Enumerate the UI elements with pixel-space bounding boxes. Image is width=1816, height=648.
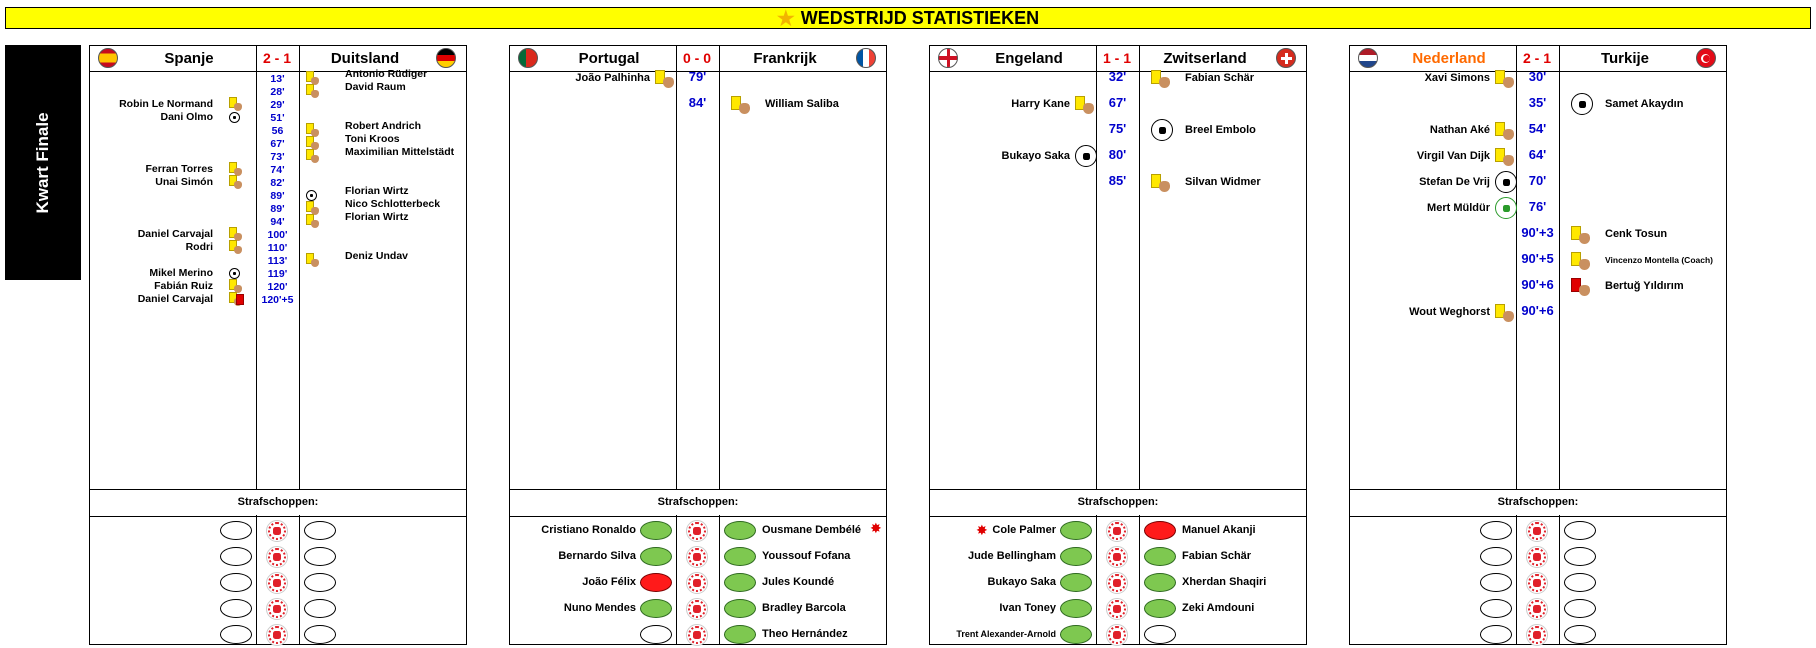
penalties-header: Strafschoppen:: [930, 489, 1306, 517]
flag-france-icon: [856, 48, 876, 68]
away-penalty-result: [304, 599, 336, 618]
away-penalty-result: [724, 547, 756, 566]
event-minute: 54': [1528, 121, 1547, 136]
away-penalty-result: [1564, 625, 1596, 644]
penalty-ball-icon: [266, 572, 288, 594]
home-penalty-result: [1060, 573, 1092, 592]
flag-portugal-icon: [518, 48, 538, 68]
flag-germany-icon: [436, 48, 456, 68]
penalties-header: Strafschoppen:: [1350, 489, 1726, 517]
penalty-ball-icon: [1106, 598, 1128, 620]
home-event-player: Robin Le Normand: [119, 98, 213, 110]
red-card-icon: [236, 294, 244, 305]
away-penalty-result: [724, 521, 756, 540]
home-penalty-taker: Bernardo Silva: [558, 550, 636, 562]
away-penalty-result: [304, 625, 336, 644]
event-minute: 90'+3: [1521, 225, 1554, 240]
away-event-player: Antonio Rüdiger: [345, 68, 428, 80]
home-event-player: Nathan Aké: [1429, 124, 1490, 136]
home-event-player: Stefan De Vrij: [1419, 176, 1490, 188]
away-penalty-taker: Theo Hernández: [762, 628, 848, 640]
penalty-ball-icon: [1526, 624, 1548, 646]
away-event-player: William Saliba: [765, 98, 839, 110]
away-team-name: Turkije: [1600, 50, 1650, 67]
home-event-player: Dani Olmo: [160, 111, 213, 123]
flag-switzerland-icon: [1276, 48, 1296, 68]
away-event-player: Robert Andrich: [345, 120, 422, 132]
event-minute: 82': [270, 177, 285, 189]
column-divider: [1096, 46, 1097, 489]
flag-spain-icon: [98, 48, 118, 68]
away-penalty-result: [304, 547, 336, 566]
home-penalty-taker: Bukayo Saka: [987, 576, 1056, 588]
home-penalty-taker: Ivan Toney: [999, 602, 1056, 614]
penalties-header: Strafschoppen:: [510, 489, 886, 517]
hand-icon: [234, 181, 242, 189]
home-team-name: Nederland: [1412, 50, 1486, 67]
column-divider: [676, 46, 677, 489]
home-event-player: Virgil Van Dijk: [1416, 150, 1490, 162]
column-divider: [1559, 515, 1560, 645]
home-penalty-taker: Nuno Mendes: [563, 602, 636, 614]
event-minute: 89': [270, 203, 285, 215]
burst-icon: ✸: [976, 522, 988, 538]
goal-ball-icon: [306, 190, 317, 201]
match-score: 2 - 1: [262, 50, 291, 66]
event-minute: 100': [267, 229, 288, 241]
home-penalty-taker: Trent Alexander-Arnold: [956, 629, 1056, 639]
hand-icon: [1503, 129, 1514, 140]
home-event-player: Unai Simón: [155, 176, 213, 188]
home-penalty-result: [220, 625, 252, 644]
flag-england-icon: [938, 48, 958, 68]
event-minute: 29': [270, 99, 285, 111]
match-panel: [509, 45, 887, 645]
penalty-ball-icon: [1526, 546, 1548, 568]
goal-ball-icon: [229, 268, 240, 279]
away-event-player: Bertuğ Yıldırım: [1605, 280, 1684, 292]
match-score: 1 - 1: [1102, 50, 1131, 66]
away-penalty-result: [724, 625, 756, 644]
column-divider: [299, 46, 300, 489]
away-penalty-result: [1144, 599, 1176, 618]
away-team-name: Zwitserland: [1163, 50, 1247, 67]
event-minute: 90'+5: [1521, 251, 1554, 266]
home-event-player: Harry Kane: [1011, 98, 1070, 110]
hand-icon: [1503, 155, 1514, 166]
away-team-name: Frankrijk: [753, 50, 817, 67]
home-penalty-result: [1060, 521, 1092, 540]
away-event-player: Breel Embolo: [1185, 124, 1256, 136]
column-divider: [1139, 46, 1140, 489]
home-penalty-result: [640, 521, 672, 540]
hand-icon: [311, 90, 319, 98]
event-minute: 80': [1108, 147, 1127, 162]
event-minute: 94': [270, 216, 285, 228]
hand-icon: [1579, 285, 1590, 296]
home-penalty-result: [640, 573, 672, 592]
penalty-ball-icon: [686, 598, 708, 620]
own-goal-ball-icon: [1495, 197, 1517, 219]
event-minute: 13': [270, 73, 285, 85]
home-event-player: Daniel Carvajal: [137, 228, 213, 240]
away-penalty-result: [1144, 521, 1176, 540]
home-penalty-result: [1480, 625, 1512, 644]
away-team-name: Duitsland: [330, 50, 400, 67]
event-minute: 113': [267, 255, 288, 267]
away-event-player: Florian Wirtz: [345, 211, 409, 223]
home-event-player: Daniel Carvajal: [137, 293, 213, 305]
away-penalty-taker: Youssouf Fofana: [762, 550, 851, 562]
away-penalty-result: [1144, 547, 1176, 566]
away-penalty-result: [1144, 573, 1176, 592]
event-minute: 89': [270, 190, 285, 202]
home-penalty-result: [1060, 547, 1092, 566]
goal-ball-icon: [1571, 93, 1593, 115]
penalty-ball-icon: [1106, 572, 1128, 594]
goal-ball-icon: [1151, 119, 1173, 141]
away-penalty-taker: Fabian Schär: [1182, 550, 1252, 562]
away-penalty-taker: Ousmane Dembélé: [762, 524, 862, 536]
away-event-player: Silvan Widmer: [1185, 176, 1261, 188]
penalty-ball-icon: [1526, 598, 1548, 620]
home-penalty-result: [1480, 547, 1512, 566]
away-event-player: David Raum: [345, 81, 406, 93]
match-score: 0 - 0: [682, 50, 711, 66]
away-penalty-result: [1564, 599, 1596, 618]
away-penalty-result: [1564, 573, 1596, 592]
banner-title: WEDSTRIJD STATISTIEKEN: [800, 7, 1040, 28]
flag-netherlands-icon: [1358, 48, 1378, 68]
column-divider: [1096, 515, 1097, 645]
home-penalty-result: [640, 547, 672, 566]
column-divider: [1559, 46, 1560, 489]
event-minute: 79': [688, 69, 707, 84]
penalty-ball-icon: [1526, 520, 1548, 542]
hand-icon: [739, 103, 750, 114]
penalty-ball-icon: [686, 572, 708, 594]
event-minute: 35': [1528, 95, 1547, 110]
home-penalty-taker: João Félix: [582, 576, 636, 588]
penalty-ball-icon: [266, 520, 288, 542]
hand-icon: [1083, 103, 1094, 114]
home-penalty-taker: Jude Bellingham: [967, 550, 1056, 562]
away-penalty-taker: Xherdan Shaqiri: [1182, 576, 1267, 588]
hand-icon: [1579, 259, 1590, 270]
column-divider: [299, 515, 300, 645]
event-minute: 110': [267, 242, 288, 254]
home-event-player: João Palhinha: [575, 72, 650, 84]
home-event-player: Fabián Ruiz: [154, 280, 213, 292]
home-penalty-result: [640, 599, 672, 618]
away-event-player: Florian Wirtz: [345, 185, 409, 197]
penalty-ball-icon: [686, 520, 708, 542]
home-penalty-result: [220, 573, 252, 592]
event-minute: 74': [270, 164, 285, 176]
column-divider: [719, 46, 720, 489]
penalty-ball-icon: [266, 546, 288, 568]
column-divider: [676, 515, 677, 645]
away-event-player: Fabian Schär: [1185, 72, 1255, 84]
hand-icon: [1159, 181, 1170, 192]
penalty-ball-icon: [686, 624, 708, 646]
home-team-name: Portugal: [578, 50, 640, 67]
event-minute: 120': [267, 281, 288, 293]
event-minute: 75': [1108, 121, 1127, 136]
hand-icon: [1159, 77, 1170, 88]
event-minute: 56: [271, 125, 284, 137]
hand-icon: [234, 246, 242, 254]
home-penalty-result: [1480, 573, 1512, 592]
penalty-ball-icon: [686, 546, 708, 568]
event-minute: 84': [688, 95, 707, 110]
home-penalty-result: [220, 547, 252, 566]
event-minute: 73': [270, 151, 285, 163]
hand-icon: [311, 259, 319, 267]
burst-icon: ✸: [870, 520, 882, 536]
away-penalty-result: [1144, 625, 1176, 644]
event-minute: 90'+6: [1521, 303, 1554, 318]
stage-label-box: [5, 45, 81, 280]
event-minute: 90'+6: [1521, 277, 1554, 292]
home-event-player: Rodri: [185, 241, 213, 253]
penalty-ball-icon: [1106, 624, 1128, 646]
away-penalty-result: [304, 573, 336, 592]
away-event-player: Deniz Undav: [345, 250, 409, 262]
event-minute: 76': [1528, 199, 1547, 214]
home-penalty-result: [640, 625, 672, 644]
home-team-name: Spanje: [164, 50, 214, 67]
event-minute: 119': [267, 268, 288, 280]
away-event-player: Nico Schlotterbeck: [345, 198, 441, 210]
event-minute: 32': [1108, 69, 1127, 84]
away-event-player: Toni Kroos: [345, 133, 400, 145]
away-penalty-taker: Manuel Akanji: [1182, 524, 1256, 536]
match-panel: [1349, 45, 1727, 645]
match-score: 2 - 1: [1522, 50, 1551, 66]
away-event-player: Vincenzo Montella (Coach): [1605, 255, 1713, 265]
home-event-player: Mikel Merino: [149, 267, 213, 279]
hand-icon: [311, 155, 319, 163]
penalty-ball-icon: [1526, 572, 1548, 594]
penalty-ball-icon: [1106, 520, 1128, 542]
column-divider: [719, 515, 720, 645]
hand-icon: [1503, 77, 1514, 88]
event-minute: 28': [270, 86, 285, 98]
away-penalty-result: [304, 521, 336, 540]
star-icon: ★: [776, 7, 795, 30]
match-panel: [89, 45, 467, 645]
home-event-player: Ferran Torres: [145, 163, 213, 175]
away-penalty-taker: Zeki Amdouni: [1182, 602, 1255, 614]
penalty-ball-icon: [266, 598, 288, 620]
hand-icon: [663, 77, 674, 88]
goal-ball-icon: [1495, 171, 1517, 193]
event-minute: 51': [270, 112, 285, 124]
away-penalty-taker: Jules Koundé: [762, 576, 835, 588]
home-event-player: Wout Weghorst: [1409, 306, 1490, 318]
event-minute: 67': [270, 138, 285, 150]
hand-icon: [311, 220, 319, 228]
flag-turkey-icon: [1696, 48, 1716, 68]
event-minute: 85': [1108, 173, 1127, 188]
home-penalty-result: [1060, 625, 1092, 644]
home-penalty-result: [1480, 521, 1512, 540]
home-penalty-result: [220, 521, 252, 540]
event-minute: 70': [1528, 173, 1547, 188]
goal-ball-icon: [1075, 145, 1097, 167]
event-minute: 64': [1528, 147, 1547, 162]
hand-icon: [234, 103, 242, 111]
away-event-player: Cenk Tosun: [1605, 228, 1668, 240]
away-penalty-result: [724, 599, 756, 618]
home-event-player: Mert Müldür: [1427, 202, 1490, 214]
penalties-header: Strafschoppen:: [90, 489, 466, 517]
event-minute: 120'+5: [261, 294, 294, 306]
column-divider: [256, 515, 257, 645]
match-panel: [929, 45, 1307, 645]
home-event-player: Xavi Simons: [1424, 72, 1490, 84]
event-minute: 67': [1108, 95, 1127, 110]
home-team-name: Engeland: [995, 50, 1063, 67]
home-penalty-result: [1480, 599, 1512, 618]
goal-ball-icon: [229, 112, 240, 123]
away-penalty-result: [724, 573, 756, 592]
home-penalty-result: [1060, 599, 1092, 618]
title-banner: [5, 7, 1811, 29]
column-divider: [1516, 46, 1517, 489]
away-penalty-result: [1564, 547, 1596, 566]
column-divider: [1516, 515, 1517, 645]
away-penalty-result: [1564, 521, 1596, 540]
home-penalty-taker: Cole Palmer: [992, 524, 1056, 536]
column-divider: [1139, 515, 1140, 645]
event-minute: 30': [1528, 69, 1547, 84]
away-event-player: Samet Akaydın: [1605, 98, 1684, 110]
away-penalty-taker: Bradley Barcola: [762, 602, 846, 614]
away-event-player: Maximilian Mittelstädt: [345, 146, 455, 158]
hand-icon: [1579, 233, 1590, 244]
home-event-player: Bukayo Saka: [1001, 150, 1070, 162]
penalty-ball-icon: [1106, 546, 1128, 568]
penalty-ball-icon: [266, 624, 288, 646]
home-penalty-taker: Cristiano Ronaldo: [541, 524, 636, 536]
stage-label: Kwart Finale: [33, 111, 52, 214]
home-penalty-result: [220, 599, 252, 618]
hand-icon: [1503, 311, 1514, 322]
